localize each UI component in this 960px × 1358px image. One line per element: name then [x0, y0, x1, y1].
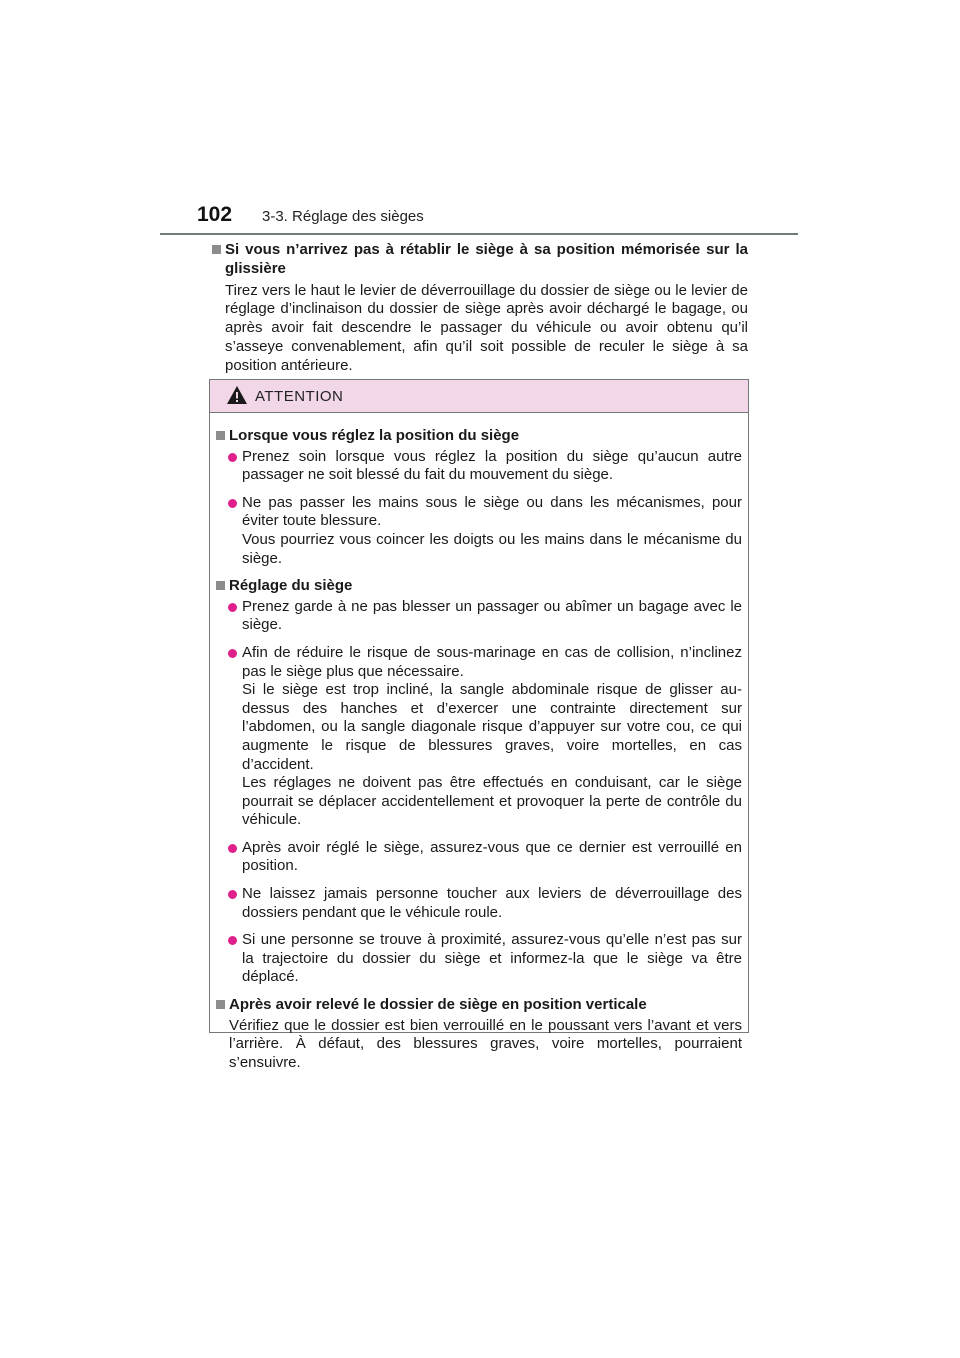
bullet-paragraph: Si le siège est trop incliné, la sangle abdominale risque de glisser au-dessus des hanches et d’exercer une contrainte directement sur l’abdomen, ou la sangle diagonale risque d’appuyer sur votre cou, ce qui augmente le risque de blessures graves, voire mortelles, en cas d’accident. [242, 681, 742, 773]
caution-bullet [216, 598, 742, 635]
bullet-paragraph: Si une personne se trouve à proximité, assurez-vous qu’elle n’est pas sur la trajectoire du dossier du siège et informez-la que le siège va être déplacé. [242, 931, 742, 986]
caution-section-heading: Lorsque vous réglez la position du siège [229, 427, 520, 444]
square-bullet-icon [212, 245, 221, 254]
caution-bullet [216, 885, 742, 922]
caution-section-heading-line [216, 996, 742, 1015]
square-bullet-icon [216, 431, 225, 440]
square-bullet-icon [216, 581, 225, 590]
bullet-paragraph: Les réglages ne doivent pas être effectués en conduisant, car le siège pourrait se déplacer accidentellement et provoquer la perte de contrôle du véhicule. [242, 774, 742, 829]
page-number: 102 [197, 203, 233, 226]
round-bullet-icon [228, 649, 237, 658]
caution-section [216, 577, 742, 987]
caution-title: ATTENTION [255, 388, 344, 405]
header-rule [160, 233, 798, 235]
warning-triangle-icon [226, 385, 248, 405]
intro-body: Tirez vers le haut le levier de déverrouillage du dossier de siège ou le levier de réglage d’inclinaison du dossier de siège après avoir déchargé le bagage, ou après avoir fait descendre le passager du véhicule ou avoir obtenu qu’il s’asseye convenablement, afin qu’il soit possible de reculer le siège à sa position antérieure. [225, 281, 748, 374]
caution-bullet [216, 644, 742, 830]
round-bullet-icon [228, 844, 237, 853]
intro-heading-line [212, 241, 748, 279]
caution-section-heading: Après avoir relevé le dossier de siège en position verticale [229, 996, 647, 1014]
caution-section [216, 427, 742, 568]
caution-bullet [216, 494, 742, 568]
caution-bullet [216, 931, 742, 987]
caution-section-heading-line [216, 427, 742, 446]
round-bullet-icon [228, 453, 237, 462]
bullet-paragraph: Après avoir réglé le siège, assurez-vous que ce dernier est verrouillé en position. [242, 838, 742, 875]
bullet-paragraph: Prenez garde à ne pas blesser un passager ou abîmer un bagage avec le siège. [242, 597, 742, 634]
caution-bullet [216, 448, 742, 485]
bullet-paragraph: Ne laissez jamais personne toucher aux leviers de déverrouillage des dossiers pendant que le véhicule roule. [242, 885, 742, 921]
bullet-paragraph: Ne pas passer les mains sous le siège ou dans les mécanismes, pour éviter toute blessure. [242, 493, 742, 530]
caution-bullet [216, 839, 742, 876]
caution-section [216, 996, 742, 1072]
caution-header [210, 380, 748, 413]
caution-section-heading-line [216, 577, 742, 596]
square-bullet-icon [216, 1000, 225, 1009]
round-bullet-icon [228, 936, 237, 945]
bullet-paragraph: Afin de réduire le risque de sous-marinage en cas de collision, n’inclinez pas le siège plus que nécessaire. [242, 643, 742, 680]
caution-section-body: Vérifiez que le dossier est bien verrouillé en le poussant vers l’avant et vers l’arrière. À défaut, des blessures graves, voire mortelles, pourraient s’ensuivre. [229, 1016, 742, 1071]
section-title: 3-3. Réglage des sièges [262, 208, 424, 225]
bullet-paragraph: Vous pourriez vous coincer les doigts ou les mains dans le mécanisme du siège. [242, 530, 742, 567]
round-bullet-icon [228, 890, 237, 899]
caution-section-heading: Réglage du siège [229, 577, 353, 595]
intro-block [212, 241, 748, 376]
caution-body [210, 413, 748, 1072]
round-bullet-icon [228, 603, 237, 612]
round-bullet-icon [228, 499, 237, 508]
bullet-paragraph: Prenez soin lorsque vous réglez la position du siège qu’aucun autre passager ne soit blessé du fait du mouvement du siège. [242, 447, 742, 484]
intro-heading: Si vous n’arrivez pas à rétablir le siège à sa position mémorisée sur la glissière [225, 241, 748, 277]
caution-box [209, 379, 749, 1071]
